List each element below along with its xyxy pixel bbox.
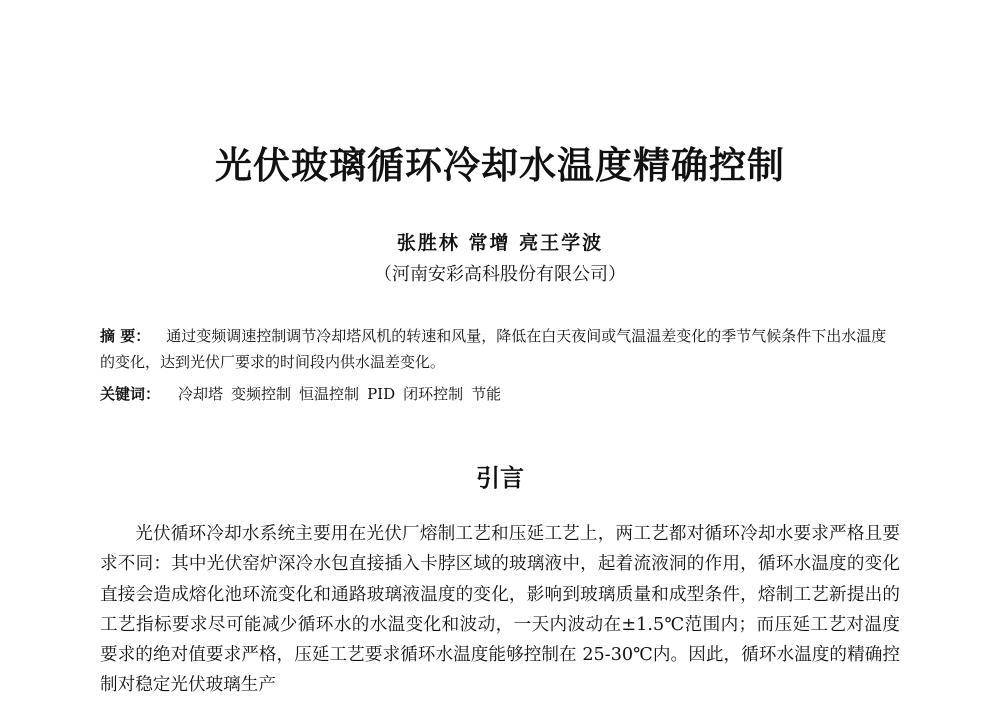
keyword: 节能 [471, 385, 502, 403]
introduction-paragraph: 光伏循环冷却水系统主要用在光伏厂熔制工艺和压延工艺上，两工艺都对循环冷却水要求严格且要求不同：其中光伏窑炉深冷水包直接插入卡脖区域的玻璃液中，起着流液洞的作用，循环水温度的变化直接会造成熔化池环流变化和通路玻璃液温度的变化，影响到玻璃质量和成型条件，熔制工艺新提出的工艺指标要求尽可能减少循环水的水温变化和波动，一天内波动在±1.5℃范围内；而压延工艺对温度要求的绝对值要求严格，压延工艺要求循环水温度能够控制在 25-30℃内。因此，循环水温度的精确控制对稳定光伏玻璃生产 [100, 524, 900, 696]
paper-title: 光伏玻璃循环冷却水温度精确控制 [215, 144, 785, 187]
abstract-text: 通过变频调速控制调节冷却塔风机的转速和风量，降低在白天夜间或气温温差变化的季节气候条件下出水温度的变化，达到光伏厂要求的时间段内供水温差变化。 [100, 327, 887, 371]
keyword: 闭环控制 [403, 385, 464, 403]
keyword: 恒温控制 [299, 385, 360, 403]
keywords-block [100, 381, 900, 407]
abstract-block [100, 323, 900, 375]
keyword: PID [367, 385, 396, 403]
keywords-label: 关键词： [100, 385, 161, 403]
section-heading-introduction: 引言 [476, 464, 524, 492]
keyword: 变频控制 [231, 385, 292, 403]
author-affiliation: （河南安彩高科股份有限公司） [374, 264, 626, 285]
abstract-label: 摘 要： [100, 327, 151, 345]
keyword: 冷却塔 [178, 385, 224, 403]
author-list: 张胜林 常增 亮王学波 [396, 232, 604, 254]
